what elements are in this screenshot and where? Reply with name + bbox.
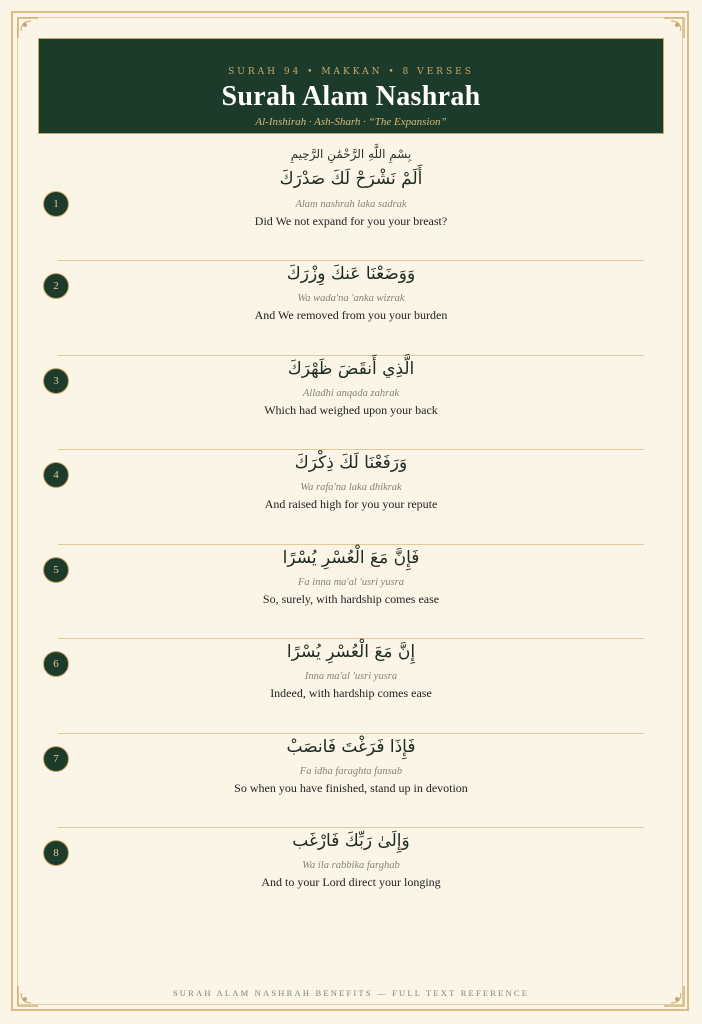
bismillah: بِسْمِ اللَّهِ الرَّحْمَٰنِ الرَّحِيمِ bbox=[290, 147, 412, 161]
verse-divider bbox=[58, 733, 644, 734]
verse-transliteration: Wa ila rabbika farghab bbox=[302, 860, 400, 871]
verse-row bbox=[38, 155, 664, 249]
verse-divider bbox=[58, 827, 644, 828]
verse-arabic: وَوَضَعْنَا عَنكَ وِزْرَكَ bbox=[286, 264, 416, 284]
verse-row bbox=[38, 638, 664, 732]
verse-arabic: إِنَّ مَعَ الْعُسْرِ يُسْرًا bbox=[286, 642, 416, 662]
verse-transliteration: Fa inna ma'al 'usri yusra bbox=[298, 577, 404, 588]
verse-translation: Which had weighed upon your back bbox=[264, 403, 438, 417]
verse-translation: And We removed from you your burden bbox=[254, 308, 448, 322]
verse-transliteration: Inna ma'al 'usri yusra bbox=[304, 671, 398, 682]
verse-divider bbox=[58, 544, 644, 545]
verse-transliteration: Alladhi anqada zahrak bbox=[302, 388, 400, 399]
verse-transliteration: Fa idha faraghta fansab bbox=[299, 766, 403, 777]
verse-row bbox=[38, 260, 664, 354]
verse-translation: And to your Lord direct your longing bbox=[261, 875, 441, 889]
verse-arabic: أَلَمْ نَشْرَحْ لَكَ صَدْرَكَ bbox=[279, 169, 423, 189]
verse-arabic: وَرَفَعْنَا لَكَ ذِكْرَكَ bbox=[294, 453, 408, 473]
verse-translation: And raised high for you your repute bbox=[264, 497, 438, 511]
verse-transliteration: Wa wada'na 'anka wizrak bbox=[297, 293, 405, 304]
verse-arabic: الَّذِي أَنقَضَ ظَهْرَكَ bbox=[287, 359, 415, 379]
verse-arabic: فَإِنَّ مَعَ الْعُسْرِ يُسْرًا bbox=[282, 548, 420, 568]
corner-ornament-icon bbox=[17, 17, 39, 39]
verse-arabic: فَإِذَا فَرَغْتَ فَانصَبْ bbox=[286, 737, 416, 757]
verse-number-badge: 6 bbox=[43, 651, 69, 677]
verse-translation: Did We not expand for you your breast? bbox=[254, 214, 448, 228]
verse-number-badge: 5 bbox=[43, 557, 69, 583]
verse-arabic: وَإِلَىٰ رَبِّكَ فَارْغَب bbox=[292, 831, 410, 851]
surah-meta: SURAH 94 • MAKKAN • 8 VERSES bbox=[228, 67, 474, 77]
verse-number-badge: 1 bbox=[43, 191, 69, 217]
verse-row bbox=[38, 355, 664, 449]
verse-number-badge: 7 bbox=[43, 746, 69, 772]
verse-translation: Indeed, with hardship comes ease bbox=[270, 686, 432, 700]
verse-divider bbox=[58, 638, 644, 639]
verse-number-badge: 3 bbox=[43, 368, 69, 394]
verse-row bbox=[38, 449, 664, 543]
verse-translation: So when you have finished, stand up in devotion bbox=[234, 781, 468, 795]
verse-row bbox=[38, 827, 664, 921]
verse-transliteration: Wa rafa'na laka dhikrak bbox=[300, 482, 402, 493]
corner-ornament-icon bbox=[663, 17, 685, 39]
verse-divider bbox=[58, 449, 644, 450]
title-banner bbox=[38, 38, 664, 134]
verse-row bbox=[38, 544, 664, 638]
verse-number-badge: 4 bbox=[43, 462, 69, 488]
verse-number-badge: 8 bbox=[43, 840, 69, 866]
verse-transliteration: Alam nashrah laka sadrak bbox=[295, 199, 407, 210]
verse-row bbox=[38, 733, 664, 827]
page-subtitle: Al-Inshirah · Ash-Sharh · “The Expansion” bbox=[255, 116, 447, 128]
verse-divider bbox=[58, 355, 644, 356]
footer-reference: SURAH ALAM NASHRAH BENEFITS — FULL TEXT REFERENCE bbox=[172, 988, 530, 998]
page-title: Surah Alam Nashrah bbox=[221, 81, 481, 112]
verse-divider bbox=[58, 260, 644, 261]
verse-translation: So, surely, with hardship comes ease bbox=[262, 592, 440, 606]
verse-number-badge: 2 bbox=[43, 273, 69, 299]
